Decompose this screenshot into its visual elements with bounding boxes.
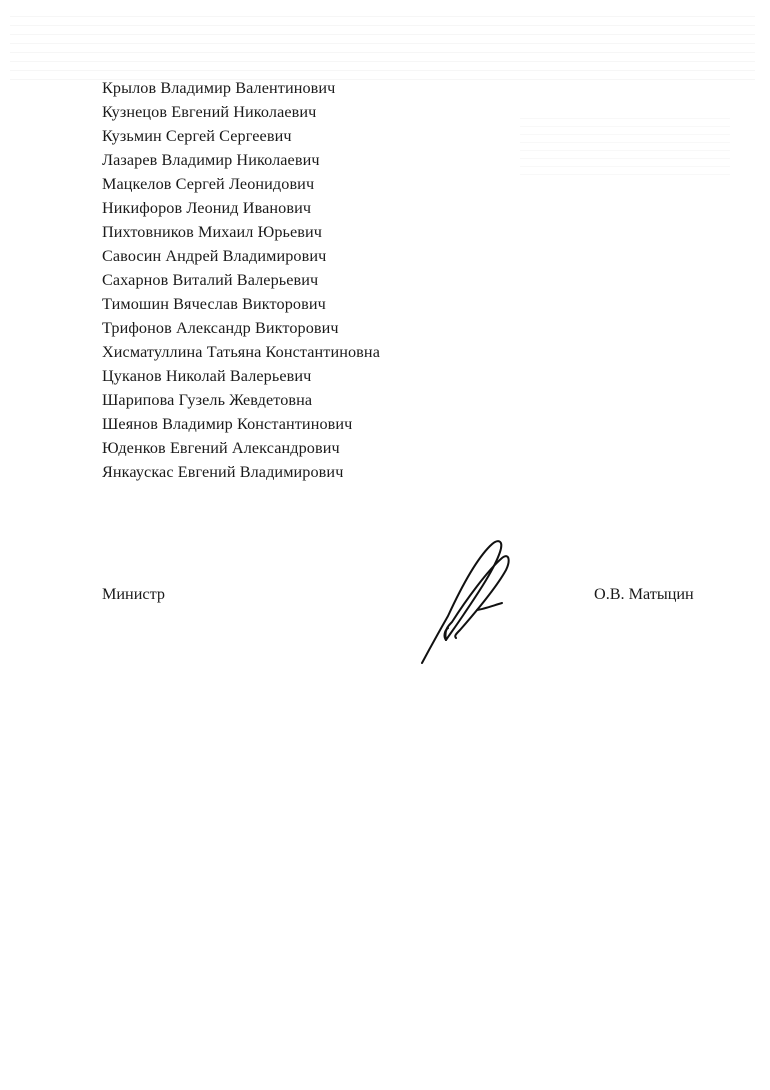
name-item: Крылов Владимир Валентинович [102,79,336,97]
name-item: Юденков Евгений Александрович [102,439,340,457]
scan-bleed-through-stamp [520,115,730,175]
name-item: Тимошин Вячеслав Викторович [102,295,326,313]
name-item: Савосин Андрей Владимирович [102,247,327,265]
signoff-title: Министр [102,585,165,603]
signatory-name: О.В. Матыцин [594,585,694,603]
name-item: Цуканов Николай Валерьевич [102,367,312,385]
signature-image [410,530,520,670]
name-item: Шеянов Владимир Константинович [102,415,353,433]
name-item: Шарипова Гузель Жевдетовна [102,391,313,409]
name-item: Янкаускас Евгений Владимирович [102,463,344,481]
name-item: Мацкелов Сергей Леонидович [102,175,315,193]
name-item: Никифоров Леонид Иванович [102,199,312,217]
signature-stroke-main [422,541,501,663]
name-item: Сахарнов Виталий Валерьевич [102,271,319,289]
name-item: Кузьмин Сергей Сергеевич [102,127,292,145]
names-list [102,76,380,484]
name-item: Хисматуллина Татьяна Константиновна [102,343,380,361]
name-item: Пихтовников Михаил Юрьевич [102,223,323,241]
name-item: Трифонов Александр Викторович [102,319,339,337]
scan-bleed-through [10,8,755,80]
name-item: Кузнецов Евгений Николаевич [102,103,317,121]
name-item: Лазарев Владимир Николаевич [102,151,320,169]
